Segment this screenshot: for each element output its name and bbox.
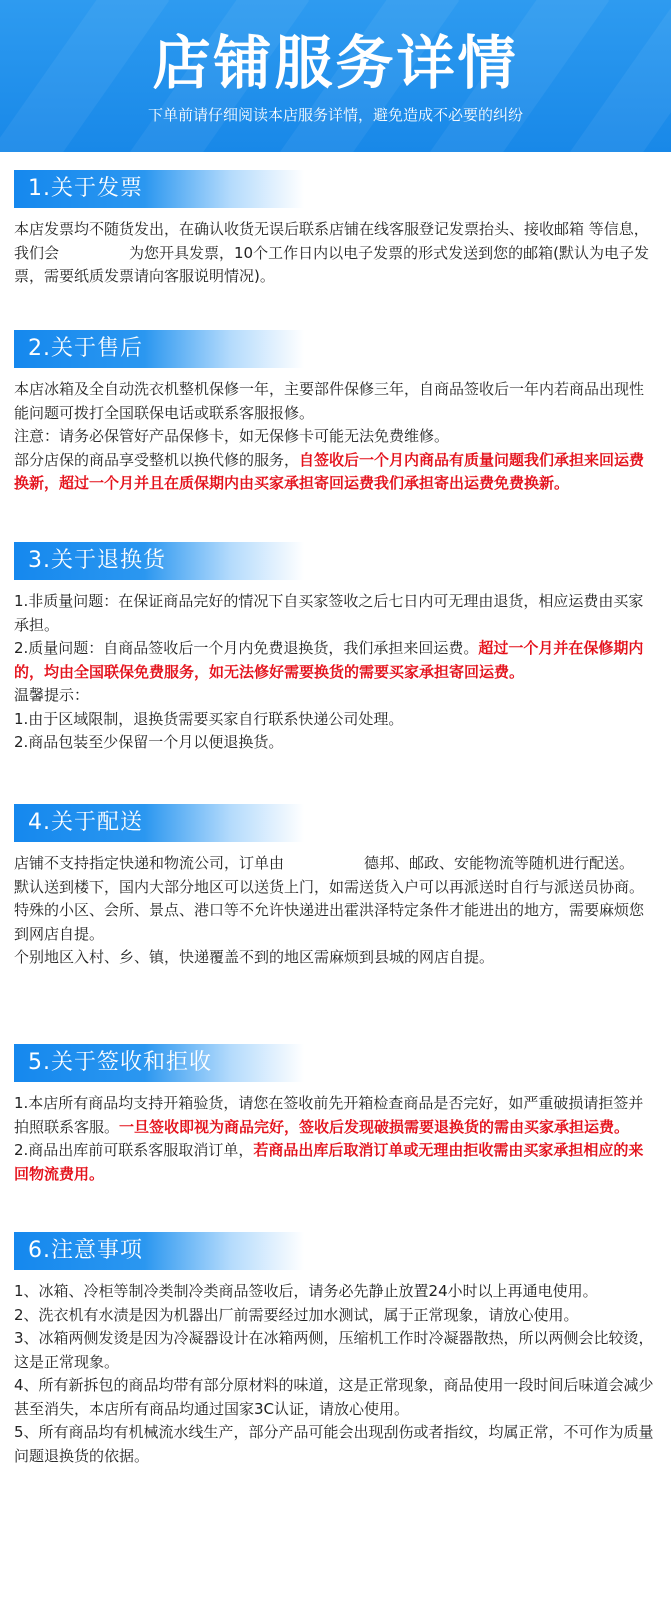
paragraph xyxy=(14,637,657,684)
page-title: 店铺服务详情 xyxy=(152,29,519,97)
text-run: 2.商品出库前可联系客服取消订单， xyxy=(14,1141,254,1159)
paragraph: 个别地区入村、乡、镇，快递覆盖不到的地区需麻烦到县城的网店自提。 xyxy=(14,948,495,966)
paragraph: 3、冰箱两侧发烫是因为冷凝器设计在冰箱两侧，压缩机工作时冷凝器散热，所以两侧会比较烫，这是正常现象。 xyxy=(14,1329,654,1371)
section-title: 2.关于售后 xyxy=(28,336,143,361)
section-heading xyxy=(14,170,304,208)
section-text xyxy=(14,1280,657,1468)
section-text xyxy=(14,378,657,496)
section-heading xyxy=(14,804,304,842)
paragraph: 1.非质量问题：在保证商品完好的情况下自买家签收之后七日内可无理由退货，相应运费由买家承担。 xyxy=(14,592,644,634)
paragraph xyxy=(14,852,657,876)
paragraph xyxy=(14,1139,657,1186)
section-title: 4.关于配送 xyxy=(28,810,143,835)
page-subtitle: 下单前请仔细阅读本店服务详情，避免造成不必要的纠纷 xyxy=(147,106,523,124)
text-run: 本店发票均不随货发出，在确认收货无误后联系店铺在线客服登记发票抬头、接收邮箱 等信息，我们会 xyxy=(14,220,649,262)
section-title: 6.注意事项 xyxy=(28,1238,143,1263)
section-receipt-refusal xyxy=(0,1044,671,1186)
text-run: 部分店保的商品享受整机以换代修的服务， xyxy=(14,450,300,469)
section-text xyxy=(14,218,657,289)
paragraph: 2、洗衣机有水渍是因为机器出厂前需要经过加水测试，属于正常现象，请放心使用。 xyxy=(14,1305,579,1324)
paragraph: 温馨提示： xyxy=(14,686,90,704)
paragraph: 默认送到楼下，国内大部分地区可以送货上门，如需送货入户可以再派送时自行与派送员协商。 xyxy=(14,877,645,896)
highlight-text: 自签收后一个月内商品有质量问题我们承担来回运费换新，超过一个月并且在质保期内由买家承担寄回运费我们承担寄出运费免费换新。 xyxy=(14,450,645,492)
text-run: 为您开具发票，10个工作日内以电子发票的形式发送到您的邮箱(默认为电子发票，需要纸质发票请向客服说明情况)。 xyxy=(14,243,649,285)
section-heading xyxy=(14,1232,304,1270)
section-heading xyxy=(14,542,304,580)
section-text xyxy=(14,852,657,970)
paragraph xyxy=(14,218,657,289)
section-text xyxy=(14,590,657,755)
section-after-sales xyxy=(0,330,671,496)
text-run: 店铺不支持指定快递和物流公司，订单由 xyxy=(14,854,285,872)
section-title: 5.关于签收和拒收 xyxy=(28,1050,212,1075)
section-title: 3.关于退换货 xyxy=(28,548,166,573)
paragraph: 1.由于区域限制，退换货需要买家自行联系快递公司处理。 xyxy=(14,709,404,728)
paragraph: 本店冰箱及全自动洗衣机整机保修一年，主要部件保修三年，自商品签收后一年内若商品出现性能问题可拨打全国联保电话或联系客服报修。 xyxy=(14,380,645,422)
section-title: 1.关于发票 xyxy=(28,176,143,201)
section-notes xyxy=(0,1232,671,1468)
section-delivery xyxy=(0,804,671,970)
paragraph: 特殊的小区、会所、景点、港口等不允许快递进出霍洪泽特定条件才能进出的地方，需要麻烦您到网店自提。 xyxy=(14,901,645,943)
paragraph: 注意：请务必保管好产品保修卡，如无保修卡可能无法免费维修。 xyxy=(14,427,450,445)
paragraph: 4、所有新拆包的商品均带有部分原材料的味道，这是正常现象，商品使用一段时间后味道会减少甚至消失，本店所有商品均通过国家3C认证，请放心使用。 xyxy=(14,1376,654,1418)
highlight-text: 一旦签收即视为商品完好，签收后发现破损需要退换货的需由买家承担运费。 xyxy=(119,1117,630,1136)
text-run: 德邦、邮政、安能物流等随机进行配送。 xyxy=(364,854,635,872)
section-heading xyxy=(14,1044,304,1082)
page-header-banner xyxy=(0,0,671,152)
paragraph: 1、冰箱、冷柜等制冷类制冷类商品签收后，请务必先静止放置24小时以上再通电使用。 xyxy=(14,1282,598,1300)
paragraph: 5、所有商品均有机械流水线生产，部分产品可能会出现刮伤或者指纹，均属正常，不可作为质量问题退换货的依据。 xyxy=(14,1423,654,1465)
highlight-text: 超过一个月并在保修期内的，均由全国联保免费服务，如无法修好需要换货的需要买家承担寄回运费。 xyxy=(14,639,644,681)
section-text xyxy=(14,1092,657,1186)
highlight-text: 若商品出库后取消订单或无理由拒收需由买家承担相应的来回物流费用。 xyxy=(14,1141,644,1183)
paragraph xyxy=(14,1092,657,1139)
paragraph: 2.商品包装至少保留一个月以便退换货。 xyxy=(14,733,284,751)
paragraph xyxy=(14,449,657,496)
section-heading xyxy=(14,330,304,368)
text-run: 1.本店所有商品均支持开箱验货，请您在签收前先开箱检查商品是否完好，如严重破损请拒签并拍照联系客服。 xyxy=(14,1094,644,1136)
section-invoice xyxy=(0,170,671,289)
text-run: 2.质量问题：自商品签收后一个月内免费退换货，我们承担来回运费。 xyxy=(14,639,479,657)
section-returns xyxy=(0,542,671,755)
